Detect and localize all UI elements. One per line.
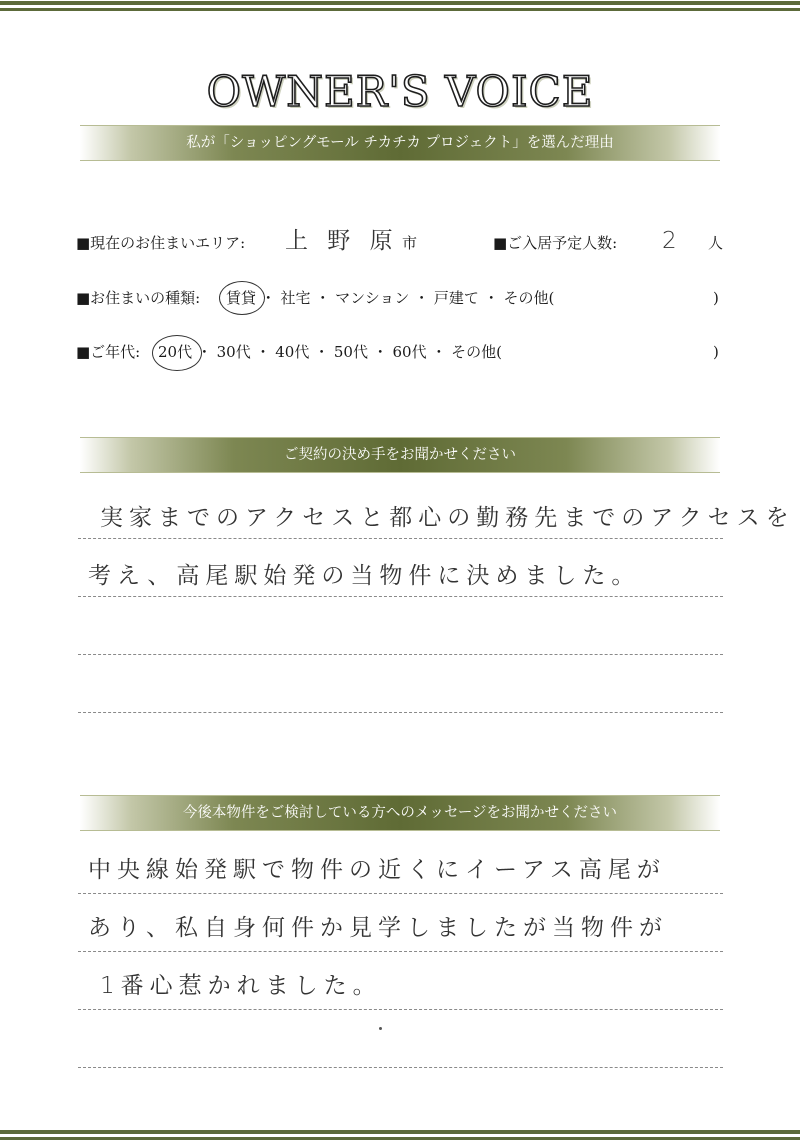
- area-value: 上 野 原: [285, 228, 399, 254]
- section2-line-2: あり、私自身何件か見学しましたが当物件が: [88, 915, 668, 941]
- ruled-line: [78, 712, 723, 713]
- age-selected-circle: [152, 335, 202, 371]
- age-options: 20代 ・ 30代 ・ 40代 ・ 50代 ・ 60代 ・ その他(: [158, 343, 502, 361]
- residents-value: 2: [662, 228, 683, 254]
- residents-suffix: 人: [708, 234, 724, 252]
- section1-heading: ご契約の決め手をお聞かせください: [284, 447, 516, 463]
- section1-line-1: 実家までのアクセスと都心の勤務先までのアクセスを: [100, 505, 795, 531]
- housing-options: 賃貸 ・ 社宅 ・ マンション ・ 戸建て ・ その他(: [226, 289, 555, 307]
- ruled-line: [78, 596, 723, 597]
- ruled-line: [78, 893, 723, 894]
- ruled-line: [78, 1009, 723, 1010]
- age-close-paren: ): [713, 343, 719, 361]
- residents-label: ■ご入居予定人数:: [493, 234, 618, 252]
- ruled-line: [78, 538, 723, 539]
- section2-line-1: 中央線始発駅で物件の近くにイーアス高尾が: [88, 857, 666, 883]
- area-suffix: 市: [402, 234, 418, 252]
- age-label: ■ご年代:: [76, 343, 141, 361]
- section2-header: [80, 795, 720, 831]
- housing-close-paren: ): [713, 289, 719, 307]
- section1-line-2: 考え、高尾駅始発の当物件に決めました。: [88, 563, 641, 589]
- stray-mark: [379, 1027, 382, 1030]
- banner-main-text: 私が「ショッピングモール チカチカ プロジェクト」を選んだ理由: [186, 135, 614, 151]
- section2-line-3: 1番心惹かれました。: [100, 973, 382, 999]
- area-label: ■現在のお住まいエリア:: [76, 234, 246, 252]
- section1-header: [80, 437, 720, 473]
- page-title: OWNER'S VOICE: [206, 67, 594, 116]
- housing-selected-circle: [219, 281, 265, 315]
- ruled-line: [78, 951, 723, 952]
- banner-main: [80, 125, 720, 161]
- ruled-line: [78, 654, 723, 655]
- housing-label: ■お住まいの種類:: [76, 289, 201, 307]
- section2-heading: 今後本物件をご検討している方へのメッセージをお聞かせください: [182, 805, 618, 821]
- top-border-stripe: [0, 0, 800, 13]
- ruled-line: [78, 1067, 723, 1068]
- bottom-border-stripe: [0, 1129, 800, 1142]
